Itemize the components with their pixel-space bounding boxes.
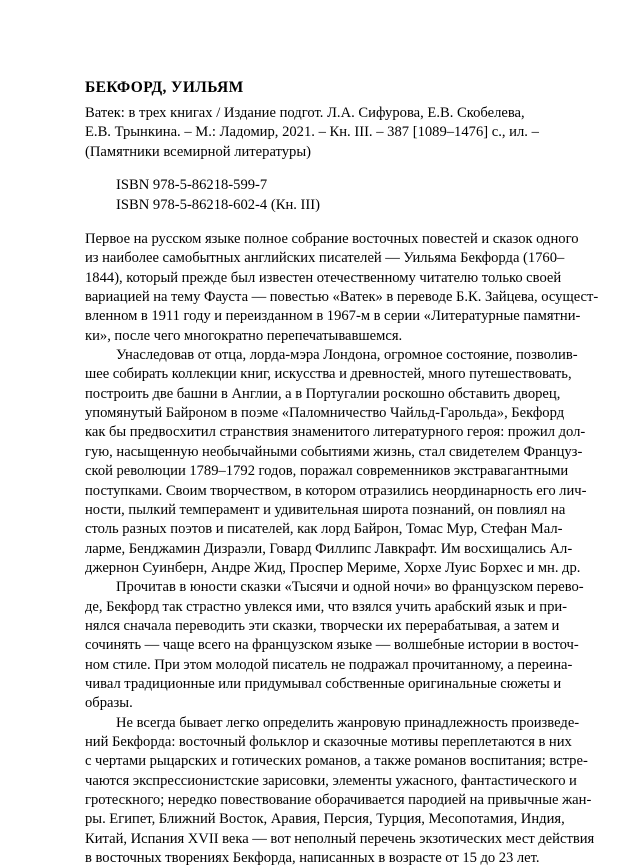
imprint-line: Ватек: в трех книгах / Издание подгот. Л.А. Сифурова, Е.В. Скобелева, [85,105,525,121]
text-line: из наиболее самобытных английских писателей — Уильяма Бекфорда (1760– [85,250,565,267]
text-line: джернон Суинберн, Андре Жид, Проспер Мериме, Хорхе Луис Борхес и мн. др. [85,559,581,576]
annotation-paragraph-2 [85,346,587,578]
text-line: нялся сначала переводить эти сказки, творчески их перерабатывая, а затем и [85,617,560,634]
text-line: гротескного; нередко повествование оборачивается пародией на привычные жан- [85,792,592,808]
text-line: столь разных поэтов и писателей, как лорд Байрон, Томас Мур, Стефан Мал- [85,521,563,538]
text-line: 1844), который прежде был известен отечественному читателю только своей [85,269,562,286]
text-line: как бы предвосхитил странствия знаменитого литературного героя: прожил дол- [85,424,586,441]
text-line: гую, насыщенную необычайными событиями жизнь, стал свидетелем Француз- [85,443,583,460]
text-line-content: Прочитав в юности сказки «Тысячи и одной ночи» во французском перево- [116,579,584,596]
text-line: ний Бекфорда: восточный фольклор и сказочные мотивы переплетаются в них [85,733,572,750]
text-line: вленном в 1911 году и переизданном в 1967-м в серии «Литературные памятни- [85,308,581,325]
text-line [85,714,580,733]
text-line: ры. Египет, Ближний Восток, Аравия, Персия, Турция, Месопотамия, Индия, [85,811,565,828]
annotation-paragraph-1 [85,230,599,346]
text-line [85,578,584,597]
text-line: в восточных творениях Бекфорда, написанных в возрасте от 15 до 23 лет. [85,850,540,867]
text-line: чаются экспрессионистские зарисовки, элементы ужасного, фантастического и [85,772,577,789]
text-line: ном стиле. При этом молодой писатель не подражал прочитанному, а переина- [85,656,573,673]
text-line: ности, пылкий темперамент и удивительная широта познаний, он повлиял на [85,501,566,518]
text-line: ской революции 1789–1792 годов, поражал современников экстравагантными [85,463,569,480]
text-line: вариацией на тему Фауста — повестью «Ватек» в переводе Б.К. Зайцева, осущест- [85,289,599,306]
isbn-line: ISBN 978-5-86218-599-7 [116,177,268,194]
text-line: ки», после чего многократно перепечатывавшемся. [85,327,403,344]
page-title: БЕКФОРД, УИЛЬЯМ [85,79,244,96]
isbn-block [85,176,543,215]
text-line-content: Не всегда бывает легко определить жанровую принадлежность произведе- [116,714,580,731]
text-line: Китай, Испания XVII века — вот неполный перечень экзотических мест действия [85,830,595,847]
text-line: сочинять — чаще всего на французском языке — волшебные истории в восточ- [85,637,579,654]
text-line: шее собирать коллекции книг, искусства и древностей, много путешествовать, [85,366,572,383]
text-line: построить две башни в Англии, а в Португалии роскошно обставить дворец, [85,385,561,402]
annotation-body [85,230,599,868]
annotation-paragraph-3 [85,578,584,713]
text-line: ларме, Бенджамин Дизраэли, Говард Филлипс Лавкрафт. Им восхищались Ал- [85,540,573,557]
text-line: чивал традиционные или придумывал собственные оригинальные сюжеты и [85,675,562,692]
text-line: Первое на русском языке полное собрание восточных повестей и сказок одного [85,231,579,248]
imprint-line: (Памятники всемирной литературы) [85,143,312,160]
text-line: поступками. Своим творчеством, в котором отразились неординарность его лич- [85,482,587,499]
text-line: упомянутый Байроном в поэме «Паломничество Чайльд-Гарольда», Бекфорд [85,405,565,422]
text-line [85,346,578,365]
annotation-paragraph-4 [85,714,595,868]
imprint-block [85,104,543,162]
text-line: образы. [85,695,133,712]
text-line: де, Бекфорд так страстно увлекся ими, что взялся учить арабский язык и при- [85,598,568,615]
isbn-line: ISBN 978-5-86218-602-4 (Кн. III) [116,196,320,213]
text-line-content: Унаследовав от отца, лорда-мэра Лондона, огромное состояние, позволив- [116,347,578,364]
imprint-line: Е.В. Трынкина. – М.: Ладомир, 2021. – Кн. III. – 387 [1089–1476] с., ил. – [85,124,539,141]
text-line: с чертами рыцарских и готических романов, а также романов воспитания; встре- [85,753,588,770]
